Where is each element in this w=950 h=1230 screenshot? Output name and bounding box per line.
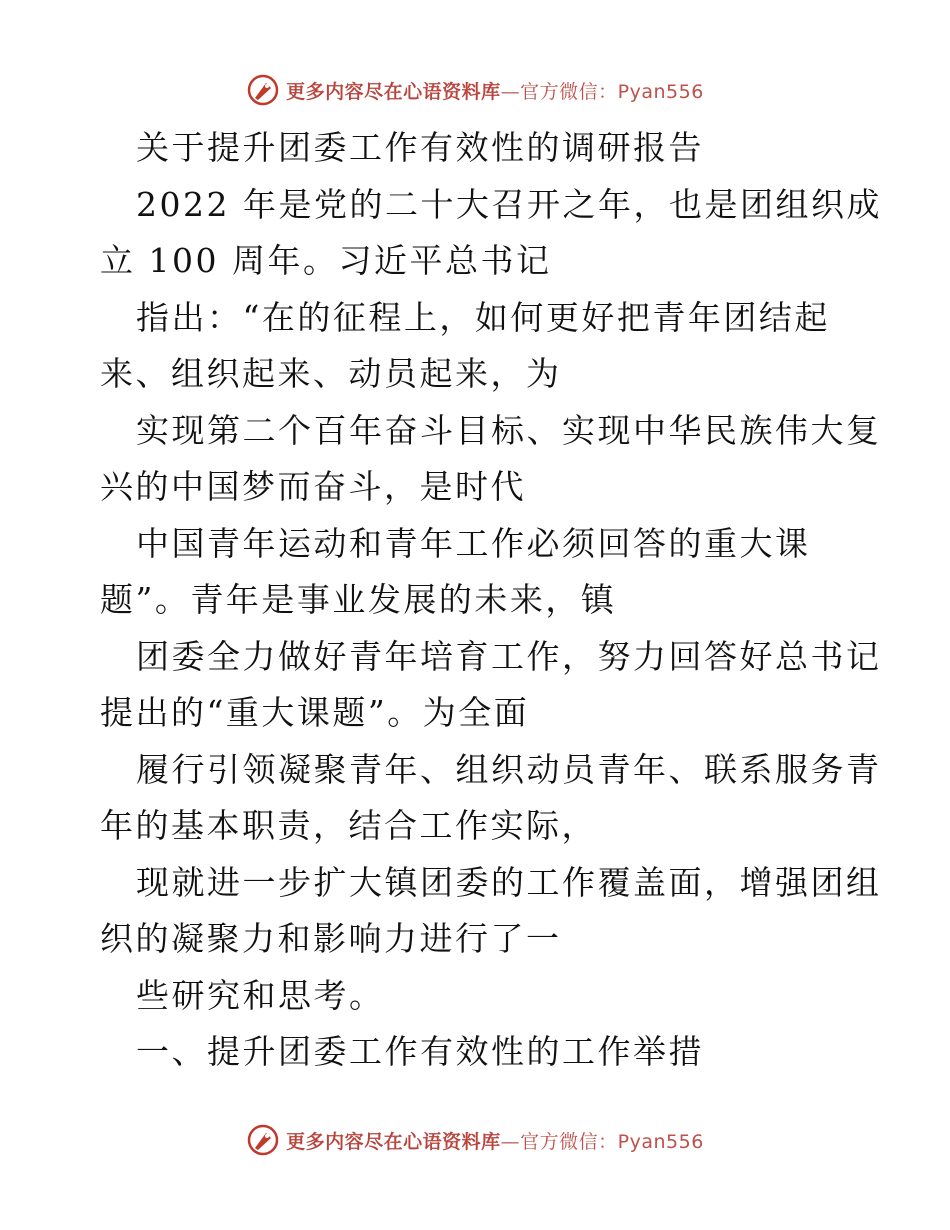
watermark-wechat: 官方微信：Pyan556 [520, 1130, 704, 1153]
paragraph-line: 指出：“在的征程上，如何更好把青年团结起 [136, 297, 830, 337]
document-title: 关于提升团委工作有效性的调研报告 [136, 128, 704, 167]
watermark-dash: — [500, 1130, 521, 1153]
paragraph-line: 履行引领凝聚青年、组织动员青年、联系服务青 [136, 749, 882, 789]
paragraph-line: 现就进一步扩大镇团委的工作覆盖面，增强团组 [136, 862, 882, 902]
pen-nib-logo-icon [246, 1123, 280, 1157]
paragraph-line: 2022 年是党的二十大召开之年，也是团组织成 [136, 184, 882, 224]
watermark-wechat: 官方微信：Pyan556 [520, 80, 704, 103]
paragraph-line: 中国青年运动和青年工作必须回答的重大课 [136, 523, 811, 563]
paragraph-line: 年的基本职责，结合工作实际， [100, 806, 597, 845]
paragraph-line: 来、组织起来、动员起来，为 [100, 354, 562, 393]
watermark-text: 更多内容尽在心语资料库 [286, 1130, 501, 1153]
paragraph-line: 提出的“重大课题”。为全面 [100, 693, 530, 732]
paragraph-line: 兴的中国梦而奋斗，是时代 [100, 467, 526, 506]
watermark-banner-bottom [0, 1122, 950, 1158]
section-heading: 一、提升团委工作有效性的工作举措 [136, 1032, 704, 1071]
paragraph-line: 立 100 周年。习近平总书记 [100, 241, 552, 280]
paragraph-line: 题”。青年是事业发展的未来，镇 [100, 580, 617, 619]
watermark-dash: — [500, 80, 521, 103]
watermark-text: 更多内容尽在心语资料库 [286, 80, 501, 103]
paragraph-line: 些研究和思考。 [136, 975, 385, 1015]
paragraph-line: 织的凝聚力和影响力进行了一 [100, 919, 562, 958]
paragraph-line: 团委全力做好青年培育工作，努力回答好总书记 [136, 636, 882, 676]
pen-nib-logo-icon [246, 73, 280, 107]
watermark-banner-top [0, 72, 950, 108]
document-body [100, 120, 882, 1081]
paragraph-line: 实现第二个百年奋斗目标、实现中华民族伟大复 [136, 410, 882, 450]
